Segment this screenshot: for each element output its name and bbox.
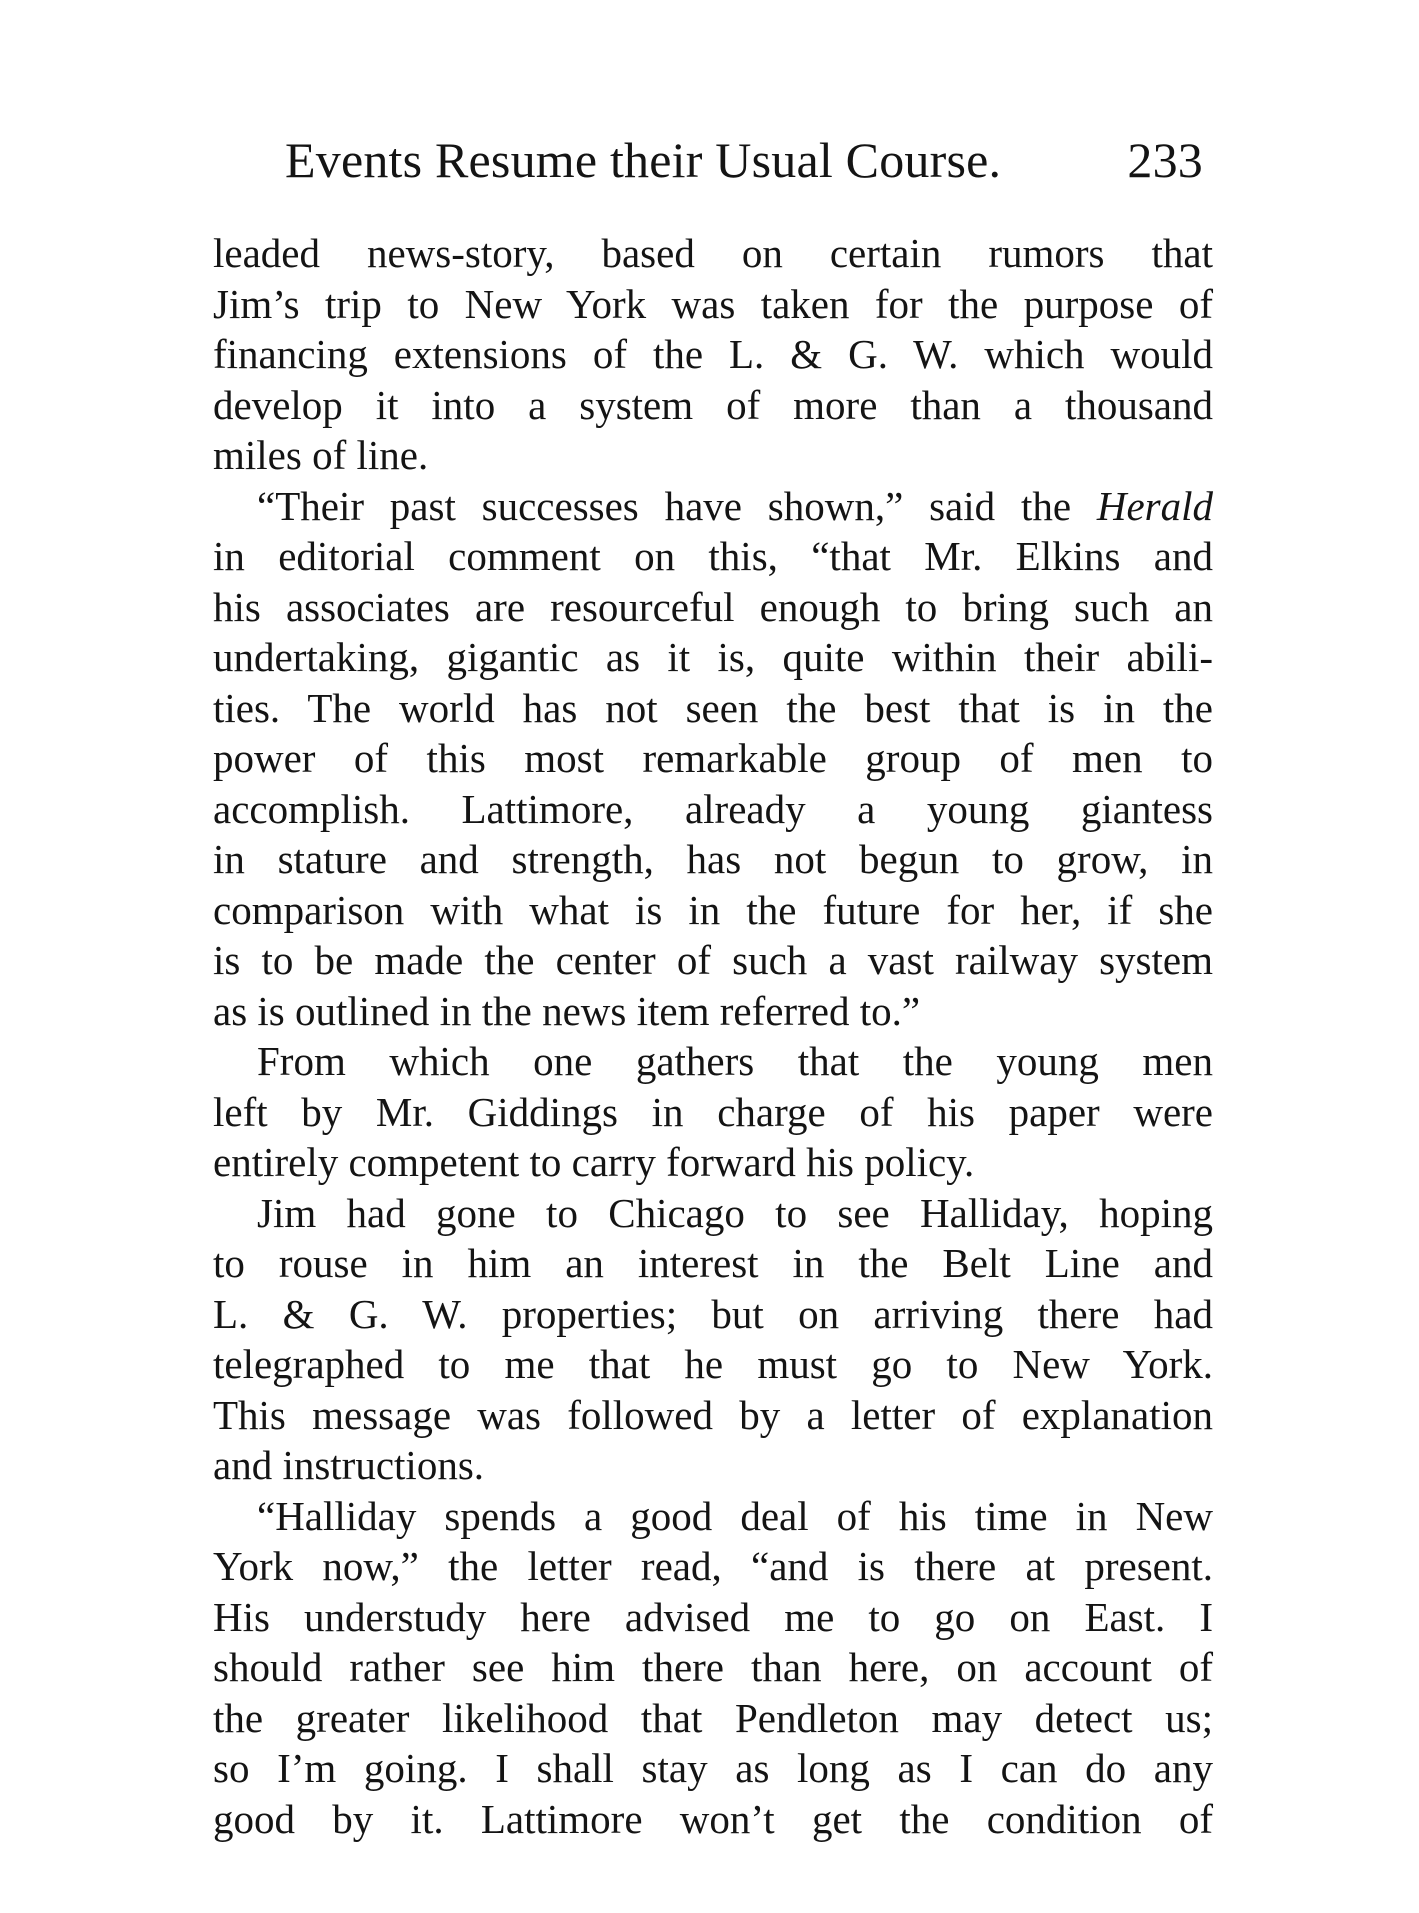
page-number: 233 (1127, 132, 1203, 188)
text-line: “Halliday spends a good deal of his time in New (257, 1492, 1213, 1539)
text-line: Jim’s trip to New York was taken for the purpose of (213, 280, 1213, 327)
newspaper-name: Herald (1096, 482, 1213, 529)
text-line: the greater likelihood that Pendleton may detect us; (213, 1694, 1213, 1741)
text-line: York now,” the letter read, “and is there at present. (213, 1543, 1213, 1589)
text-fragment: “Their past successes have shown,” said the (257, 482, 1072, 529)
text-line: telegraphed to me that he must go to New York. (213, 1341, 1213, 1387)
text-line: L. & G. W. properties; but on arriving there had (213, 1290, 1213, 1337)
text-line: left by Mr. Giddings in charge of his paper were (213, 1088, 1213, 1135)
text-line: accomplish. Lattimore, already a young giantess (213, 785, 1213, 832)
text-line: ties. The world has not seen the best that is in the (213, 684, 1213, 731)
text-line: should rather see him there than here, on account of (213, 1644, 1213, 1690)
text-line: in editorial comment on this, “that Mr. Elkins and (213, 533, 1213, 579)
text-line: Jim had gone to Chicago to see Halliday, hoping (257, 1189, 1213, 1236)
text-line: undertaking, gigantic as it is, quite within their abili- (213, 634, 1213, 680)
text-line: From which one gathers that the young men (257, 1038, 1213, 1084)
text-line: and instructions. (213, 1442, 485, 1488)
text-line: so I’m going. I shall stay as long as I can do any (213, 1745, 1213, 1791)
text-line: This message was followed by a letter of explanation (213, 1391, 1213, 1438)
text-line (213, 481, 1213, 532)
running-head (285, 128, 1215, 192)
chapter-title: Events Resume their Usual Course. (285, 132, 1002, 188)
text-line: to rouse in him an interest in the Belt Line and (213, 1240, 1213, 1286)
text-line: is to be made the center of such a vast railway system (213, 937, 1213, 983)
text-line: comparison with what is in the future for her, if she (213, 886, 1213, 933)
text-line: develop it into a system of more than a thousand (213, 381, 1213, 428)
text-line: entirely competent to carry forward his policy. (213, 1139, 975, 1185)
text-line: financing extensions of the L. & G. W. which would (213, 331, 1213, 377)
text-line: leaded news-story, based on certain rumors that (213, 230, 1213, 276)
text-line: his associates are resourceful enough to bring such an (213, 583, 1213, 630)
text-line: miles of line. (213, 432, 429, 478)
text-line: power of this most remarkable group of men to (213, 735, 1213, 781)
body-text (213, 228, 1213, 1844)
text-line: in stature and strength, has not begun to grow, in (213, 836, 1213, 882)
text-line: good by it. Lattimore won’t get the condition of (213, 1795, 1213, 1842)
text-line: His understudy here advised me to go on East. I (213, 1593, 1213, 1640)
text-line: as is outlined in the news item referred to.” (213, 987, 921, 1034)
